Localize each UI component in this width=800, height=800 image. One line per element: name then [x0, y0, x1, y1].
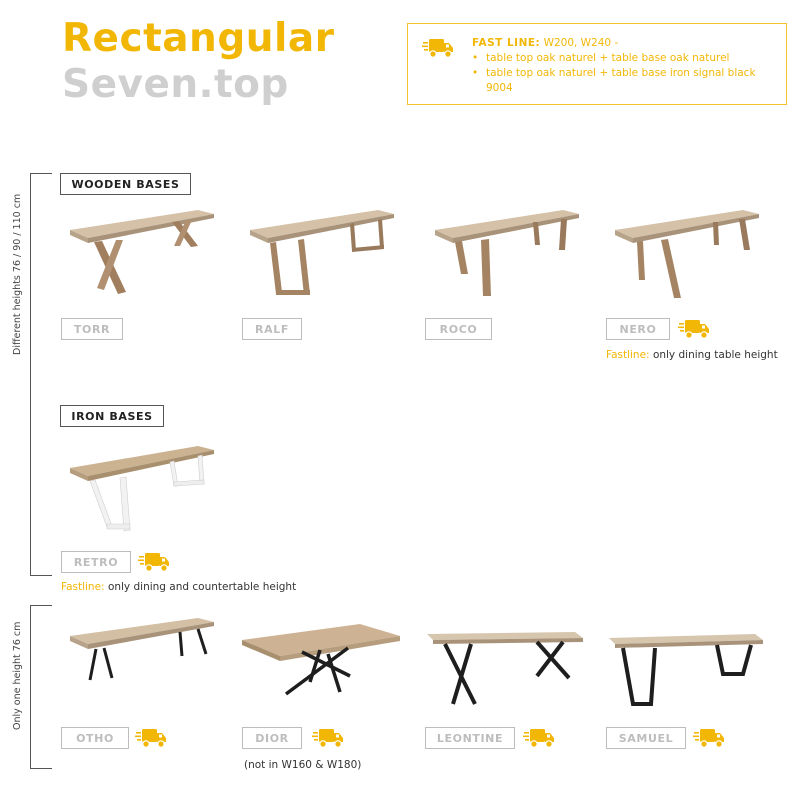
- fast-line-label: FAST LINE:: [472, 37, 541, 49]
- page-subtitle: Seven.top: [62, 62, 289, 107]
- delivery-truck-icon: [678, 317, 710, 341]
- delivery-truck-icon: [138, 550, 170, 574]
- section-wooden-bases: WOODEN BASES: [60, 173, 191, 195]
- section-iron-bases: IRON BASES: [60, 405, 164, 427]
- fastline-word: Fastline:: [61, 581, 105, 593]
- delivery-truck-icon: [693, 726, 725, 750]
- delivery-truck-icon: [422, 36, 454, 60]
- product-name-samuel: SAMUEL: [606, 727, 686, 749]
- nero-note-text: only dining table height: [652, 349, 778, 361]
- product-name-ralf: RALF: [242, 318, 302, 340]
- bracket-line: [30, 173, 52, 174]
- table-image-dior: [240, 612, 400, 712]
- fast-line-text: [472, 36, 780, 96]
- table-image-leontine: [425, 612, 585, 712]
- product-name-dior: DIOR: [242, 727, 302, 749]
- table-image-nero: [605, 200, 765, 300]
- table-image-ralf: [240, 200, 400, 300]
- delivery-truck-icon: [523, 726, 555, 750]
- delivery-truck-icon: [312, 726, 344, 750]
- retro-note-text: only dining and countertable height: [107, 581, 297, 593]
- fast-line-list: [472, 51, 780, 96]
- table-image-torr: [60, 200, 220, 300]
- retro-fastline-note: [61, 581, 296, 593]
- side-label-one-height: Only one height 76 cm: [12, 621, 23, 730]
- bracket-line: [30, 605, 52, 606]
- fast-line-info-box: [407, 23, 787, 105]
- bracket-line: [30, 605, 31, 768]
- fast-line-sizes: W200, W240 -: [543, 37, 619, 49]
- delivery-truck-icon: [135, 726, 167, 750]
- table-image-roco: [425, 200, 585, 300]
- product-name-leontine: LEONTINE: [425, 727, 515, 749]
- product-name-roco: ROCO: [425, 318, 492, 340]
- page-title: Rectangular: [62, 16, 335, 61]
- dior-note: (not in W160 & W180): [244, 759, 362, 771]
- fastline-word: Fastline:: [606, 349, 650, 361]
- fast-line-item: • table top oak naturel + table base oak naturel: [472, 51, 780, 66]
- table-image-samuel: [605, 612, 765, 712]
- product-name-otho: OTHO: [61, 727, 129, 749]
- table-image-otho: [60, 612, 220, 712]
- nero-fastline-note: [606, 349, 778, 361]
- bracket-line: [30, 575, 52, 576]
- table-image-retro: [60, 436, 220, 536]
- bracket-line: [30, 173, 31, 575]
- product-name-torr: TORR: [61, 318, 123, 340]
- product-name-retro: RETRO: [61, 551, 131, 573]
- product-name-nero: NERO: [606, 318, 670, 340]
- fast-line-item: • table top oak naturel + table base iron signal black 9004: [472, 66, 780, 96]
- side-label-different-heights: Different heights 76 / 90 / 110 cm: [12, 193, 23, 355]
- bracket-line: [30, 768, 52, 769]
